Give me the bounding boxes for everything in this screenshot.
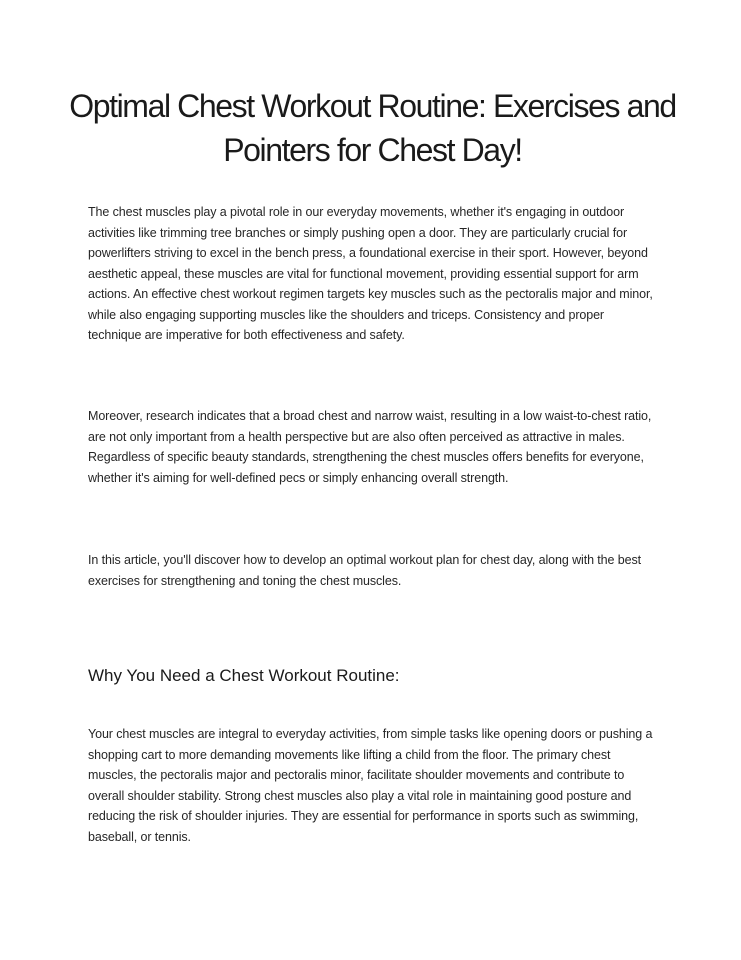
intro-paragraph-2: Moreover, research indicates that a broad chest and narrow waist, resulting in a low waist-to-chest ratio, are not only important from a health perspective but are also often perceived as attractive in males. Regardless of specific beauty standards, strengthening the chest muscles offers benefits for everyone, whether it's aiming for well-defined pecs or simply enhancing overall strength. [88,409,652,485]
page-title: Optimal Chest Workout Routine: Exercises and Pointers for Chest Day! [69,88,676,168]
section-paragraph: Your chest muscles are integral to everyday activities, from simple tasks like opening doors or pushing a shopping cart to more demanding movements like lifting a child from the floor. The primary chest muscles, the pectoralis major and pectoralis minor, facilitate shoulder movements and contribute to overall shoulder stability. Strong chest muscles also play a vital role in maintaining good posture and reducing the risk of shoulder injuries. They are essential for performance in sports such as swimming, baseball, or tennis. [88,727,653,844]
intro-paragraph-1: The chest muscles play a pivotal role in our everyday movements, whether it's engaging in outdoor activities like trimming tree branches or simply pushing open a door. They are particularly crucial for powerlifters striving to excel in the bench press, a foundational exercise in their sport. However, beyond aesthetic appeal, these muscles are vital for functional movement, providing essential support for arm actions. An effective chest workout regimen targets key muscles such as the pectoralis major and minor, while also engaging supporting muscles like the shoulders and triceps. Consistency and proper technique are imperative for both effectiveness and safety. [88,205,653,342]
intro-paragraph-3: In this article, you'll discover how to develop an optimal workout plan for chest day, along with the best exercises for strengthening and toning the chest muscles. [88,553,641,588]
section-heading: Why You Need a Chest Workout Routine: [88,666,400,685]
